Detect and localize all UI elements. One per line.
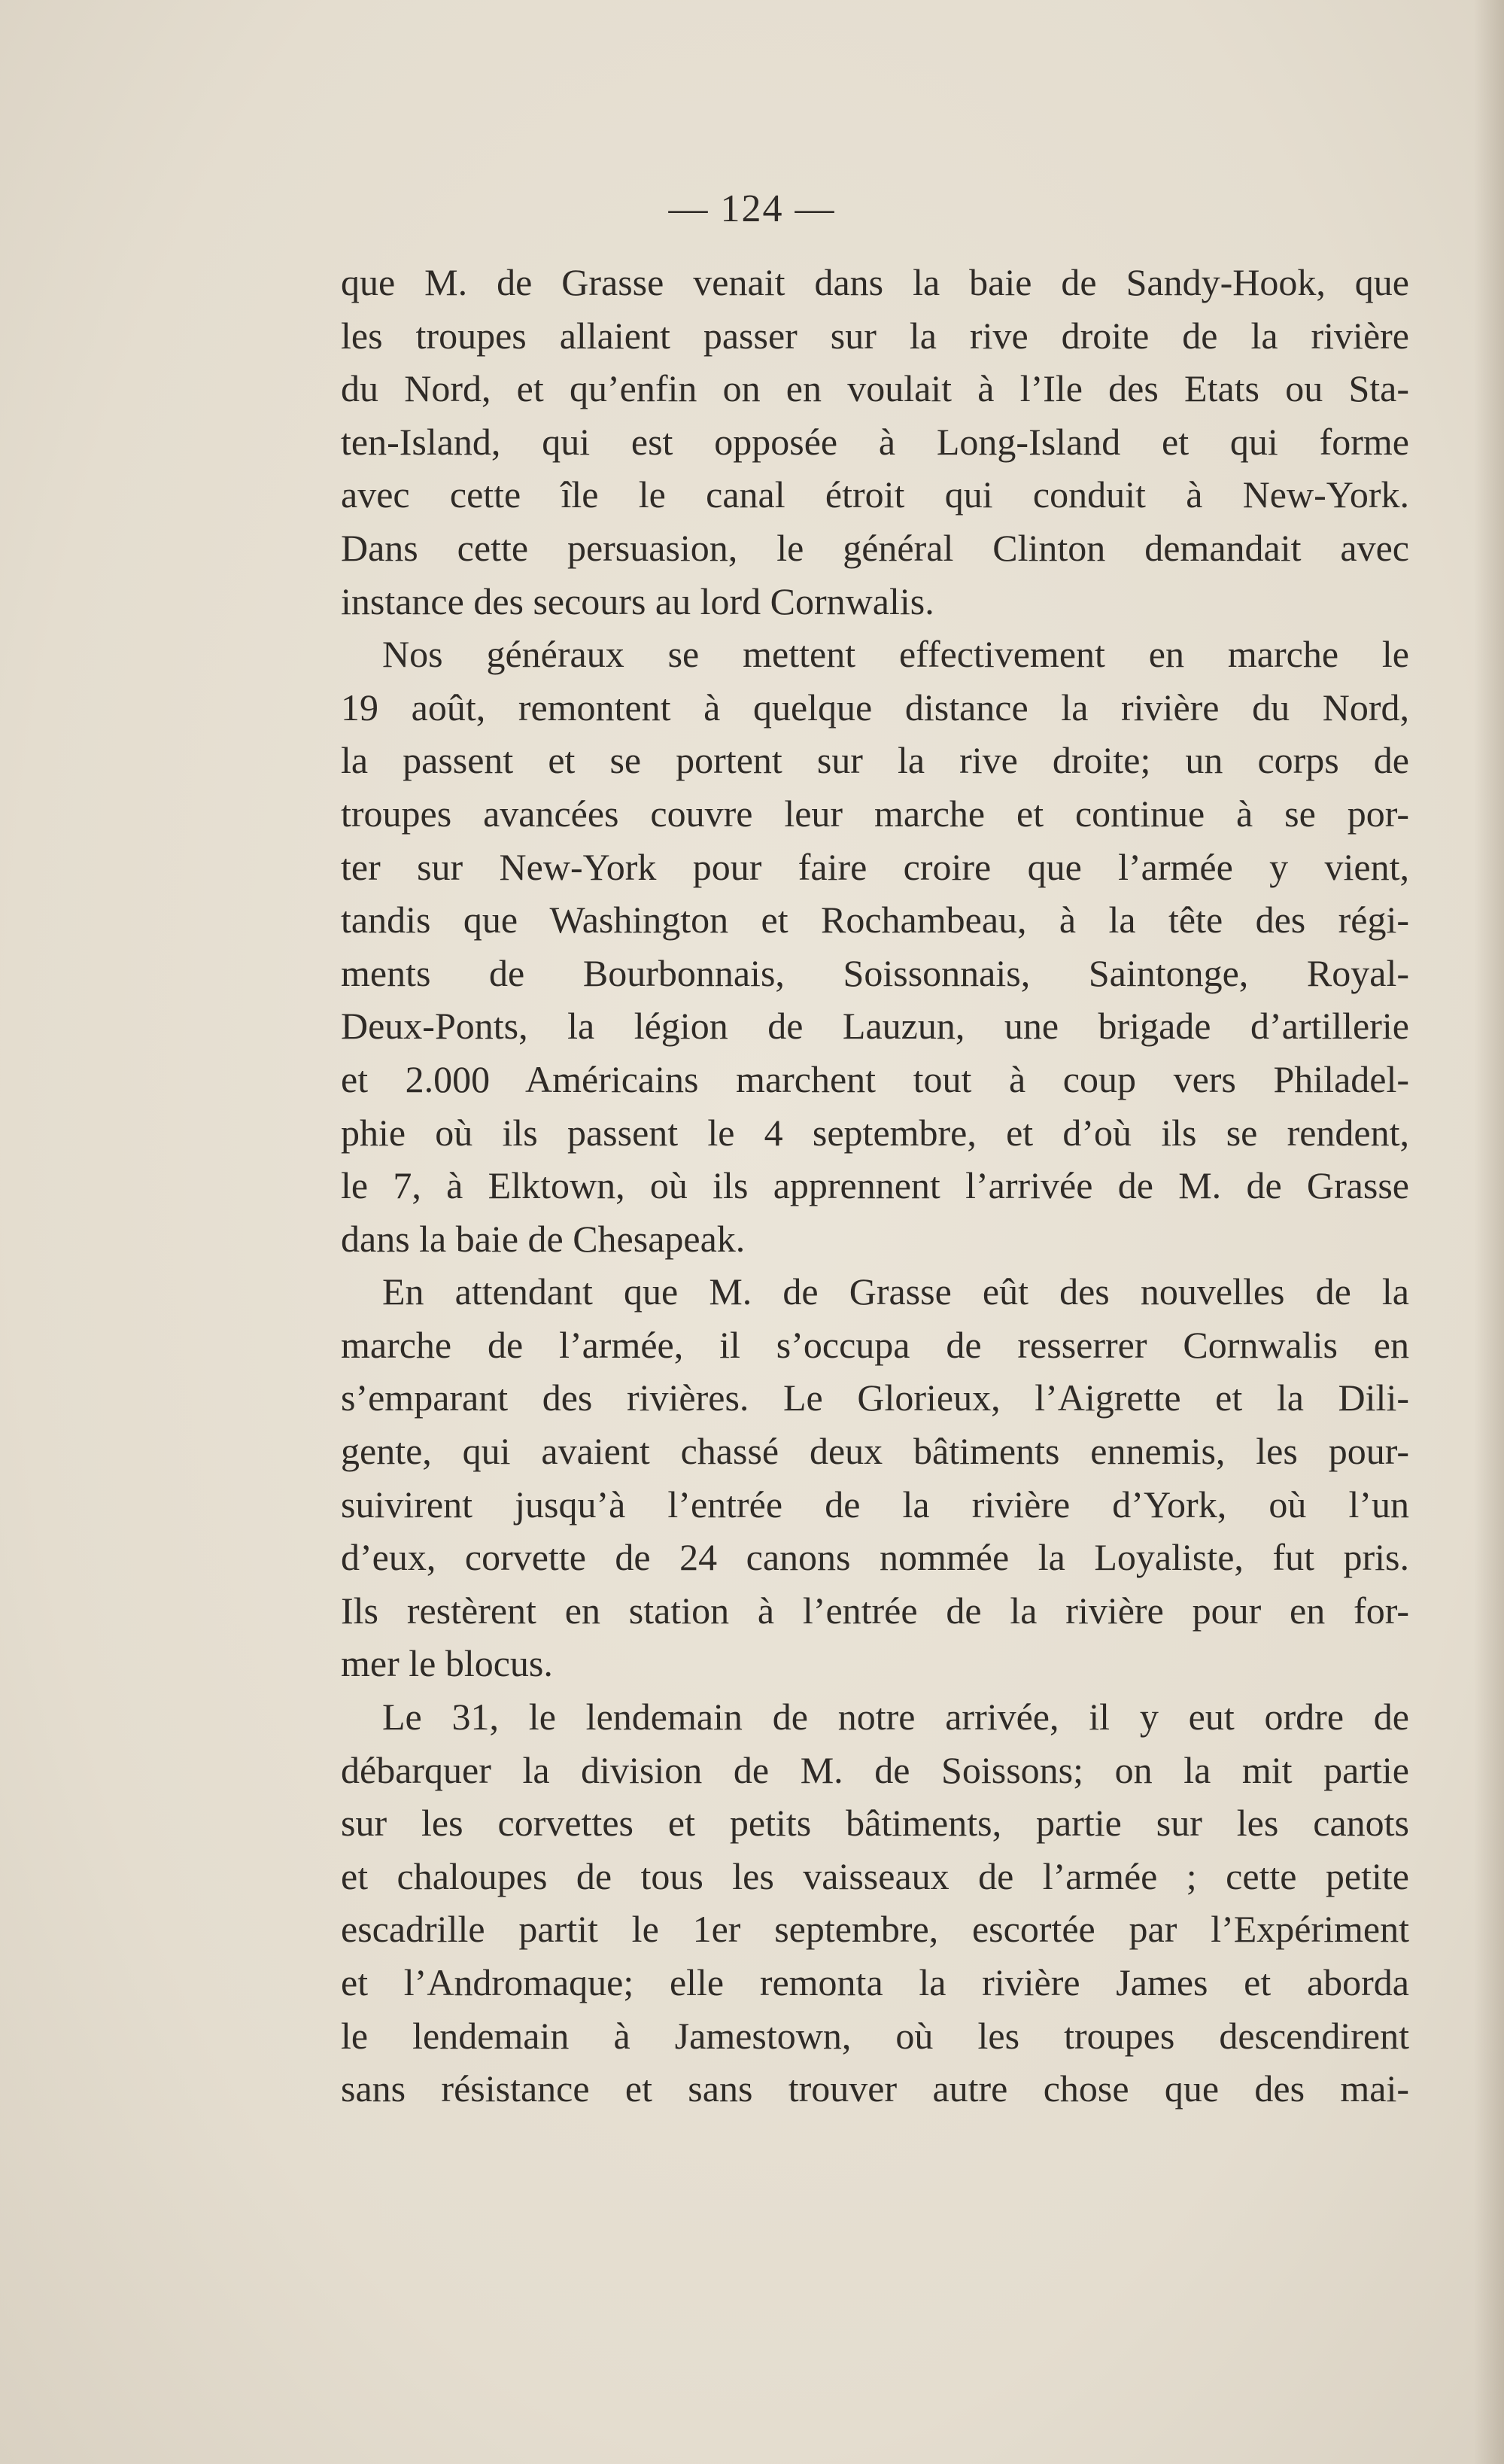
text-line: suivirent jusqu’à l’entrée de la rivière d’York, où l’un (341, 1483, 1409, 1526)
text-line: gente, qui avaient chassé deux bâtiments ennemis, les pour- (341, 1430, 1409, 1473)
text-line: Deux-Ponts, la légion de Lauzun, une brigade d’artillerie (341, 1005, 1409, 1048)
text-line: instance des secours au lord Cornwalis. (341, 579, 934, 622)
text-line: la passent et se portent sur la rive droite; un corps de (341, 739, 1409, 782)
text-line: Le 31, le lendemain de notre arrivée, il y eut ordre de (382, 1696, 1409, 1738)
text-line: débarquer la division de M. de Soissons; on la mit partie (341, 1748, 1409, 1791)
text-line: phie où ils passent le 4 septembre, et d’où ils se rendent, (341, 1111, 1409, 1154)
text-line: sans résistance et sans trouver autre chose que des mai- (341, 2067, 1409, 2110)
body-text (341, 256, 1409, 2116)
text-line: et l’Andromaque; elle remonta la rivière James et aborda (341, 1961, 1409, 2003)
text-line: d’eux, corvette de 24 canons nommée la Loyaliste, fut pris. (341, 1536, 1409, 1579)
text-line: mer le blocus. (341, 1642, 553, 1685)
text-line: tandis que Washington et Rochambeau, à la tête des régi- (341, 899, 1409, 941)
text-line: marche de l’armée, il s’occupa de resserrer Cornwalis en (341, 1323, 1409, 1366)
text-line: En attendant que M. de Grasse eût des nouvelles de la (382, 1270, 1409, 1313)
text-line: escadrille partit le 1er septembre, escortée par l’Expériment (341, 1908, 1409, 1951)
text-line: 19 août, remontent à quelque distance la rivière du Nord, (341, 686, 1409, 729)
page-number: — 124 — (668, 187, 836, 230)
text-line: troupes avancées couvre leur marche et continue à se por- (341, 792, 1409, 835)
text-line: le lendemain à Jamestown, où les troupes descendirent (341, 2014, 1409, 2057)
text-line: sur les corvettes et petits bâtiments, partie sur les canots (341, 1802, 1409, 1845)
text-line: ments de Bourbonnais, Soissonnais, Saintonge, Royal- (341, 951, 1409, 994)
text-line: que M. de Grasse venait dans la baie de Sandy-Hook, que (341, 261, 1409, 303)
text-line: les troupes allaient passer sur la rive droite de la rivière (341, 314, 1409, 357)
text-line: ten-Island, qui est opposée à Long-Island et qui forme (341, 420, 1409, 463)
text-line: du Nord, et qu’enfin on en voulait à l’Ile des Etats ou Sta- (341, 367, 1409, 410)
text-line: et chaloupes de tous les vaisseaux de l’armée ; cette petite (341, 1854, 1409, 1897)
text-line: Ils restèrent en station à l’entrée de la rivière pour en for- (341, 1589, 1409, 1632)
text-line: et 2.000 Américains marchent tout à coup vers Philadel- (341, 1057, 1409, 1100)
text-line: Nos généraux se mettent effectivement en marche le (382, 633, 1409, 676)
text-line: s’emparant des rivières. Le Glorieux, l’Aigrette et la Dili- (341, 1376, 1409, 1419)
text-line: Dans cette persuasion, le général Clinton demandait avec (341, 526, 1409, 569)
binding-shadow (1474, 0, 1504, 2464)
text-line: le 7, à Elktown, où ils apprennent l’arrivée de M. de Grasse (341, 1164, 1409, 1207)
text-line: avec cette île le canal étroit qui conduit à New-York. (341, 473, 1409, 516)
text-line: dans la baie de Chesapeak. (341, 1217, 746, 1260)
text-line: ter sur New-York pour faire croire que l’armée y vient, (341, 845, 1409, 888)
